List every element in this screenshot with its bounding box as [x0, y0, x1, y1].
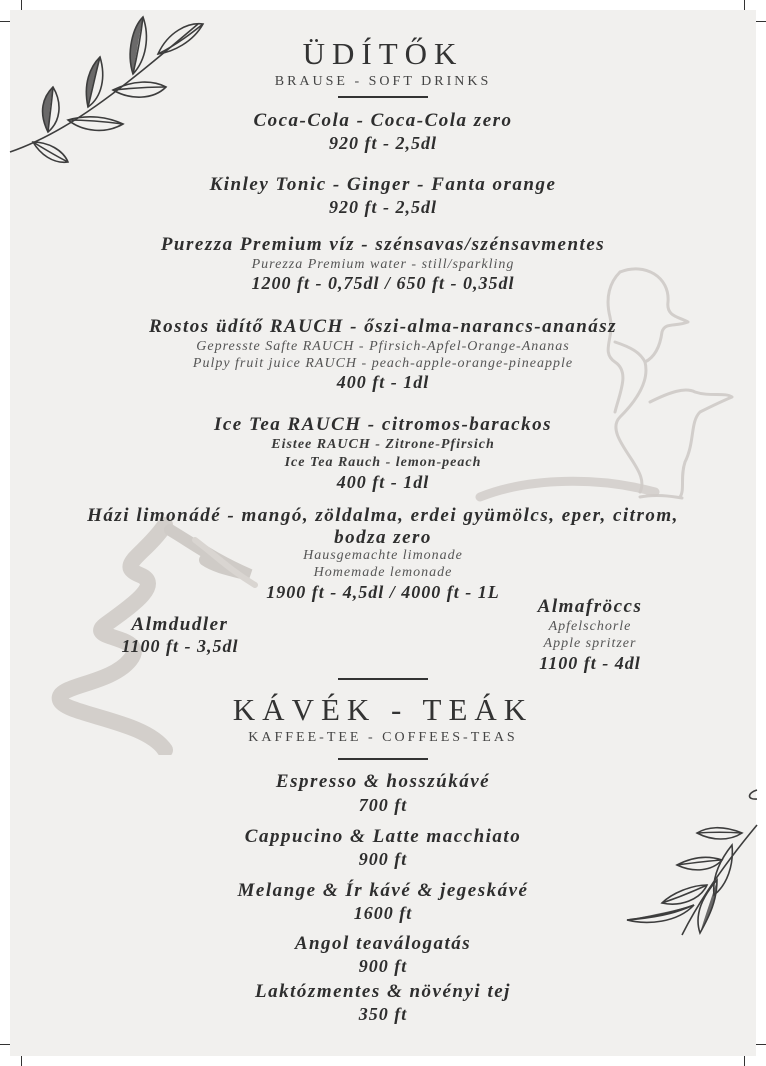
crop-mark [21, 0, 22, 10]
section-subtitle-coffee: KAFFEE-TEE - COFFEES-TEAS [248, 730, 518, 745]
menu-item-name: Ice Tea RAUCH - citromos-barackos [213, 414, 552, 435]
menu-item-translation: Apfelschorle [548, 619, 632, 634]
crop-mark [756, 21, 766, 22]
section-subtitle-softdrinks: BRAUSE - SOFT DRINKS [274, 74, 492, 89]
divider [338, 678, 428, 680]
crop-mark [0, 1044, 10, 1045]
menu-item-name: Rostos üdítő RAUCH - őszi-alma-narancs-ananász [148, 316, 618, 337]
menu-item-price: 1900 ft - 4,5dl / 4000 ft - 1L [266, 582, 500, 602]
menu-item-price: 1200 ft - 0,75dl / 650 ft - 0,35dl [251, 273, 515, 293]
menu-item-translation: Apple spritzer [543, 636, 637, 651]
menu-item-translation: Purezza Premium water - still/sparkling [251, 257, 515, 272]
menu-item-price: 400 ft - 1dl [336, 472, 430, 492]
menu-item-name: Espresso & hosszúkávé [275, 771, 491, 792]
menu-item-name: Házi limonádé - mangó, zöldalma, erdei gyümölcs, eper, citrom, [87, 505, 679, 526]
divider [338, 758, 428, 760]
menu-item-price: 700 ft [358, 795, 408, 815]
menu-item-name: Kinley Tonic - Ginger - Fanta orange [209, 174, 557, 195]
menu-item-translation: Homemade lemonade [313, 565, 453, 580]
menu-item-price: 920 ft - 2,5dl [329, 197, 437, 217]
menu-item-price: 920 ft - 2,5dl [329, 133, 437, 153]
menu-item-name: Melange & Ír kávé & jegeskávé [237, 880, 529, 901]
menu-item-name: Purezza Premium víz - szénsavas/szénsavmentes [160, 234, 606, 255]
menu-item-name: bodza zero [334, 527, 432, 548]
menu-item-name: Almafröccs [537, 596, 643, 617]
menu-item-price: 1600 ft [353, 903, 413, 923]
menu-item-name: Laktózmentes & növényi tej [255, 981, 511, 1002]
section-title-coffee: KÁVÉK - TEÁK [232, 692, 534, 727]
crop-mark [744, 1056, 745, 1066]
menu-item-name: Cappucino & Latte macchiato [244, 826, 522, 847]
menu-item-price: 350 ft [358, 1004, 408, 1024]
menu-item-translation: Gepresste Safte RAUCH - Pfirsich-Apfel-Orange-Ananas [196, 339, 570, 354]
menu-item-price: 900 ft [358, 956, 408, 976]
menu-item-price: 1100 ft - 4dl [539, 653, 641, 673]
menu-item-name: Angol teaválogatás [294, 933, 472, 954]
menu-item-translation: Eistee RAUCH - Zitrone-Pfirsich [271, 437, 495, 452]
menu-item-name: Almdudler [131, 614, 229, 635]
crop-mark [744, 0, 745, 10]
menu-item-price: 400 ft - 1dl [336, 372, 430, 392]
menu-item-price: 1100 ft - 3,5dl [121, 636, 239, 656]
menu-item-translation: Hausgemachte limonade [303, 548, 463, 563]
menu-item-price: 900 ft [358, 849, 408, 869]
menu-item-name: Coca-Cola - Coca-Cola zero [253, 110, 513, 131]
crop-mark [21, 1056, 22, 1066]
menu-item-translation: Pulpy fruit juice RAUCH - peach-apple-orange-pineapple [192, 356, 574, 371]
divider [338, 96, 428, 98]
menu-item-translation: Ice Tea Rauch - lemon-peach [284, 455, 482, 470]
crop-mark [756, 1044, 766, 1045]
section-title-softdrinks: ÜDÍTŐK [302, 36, 464, 71]
